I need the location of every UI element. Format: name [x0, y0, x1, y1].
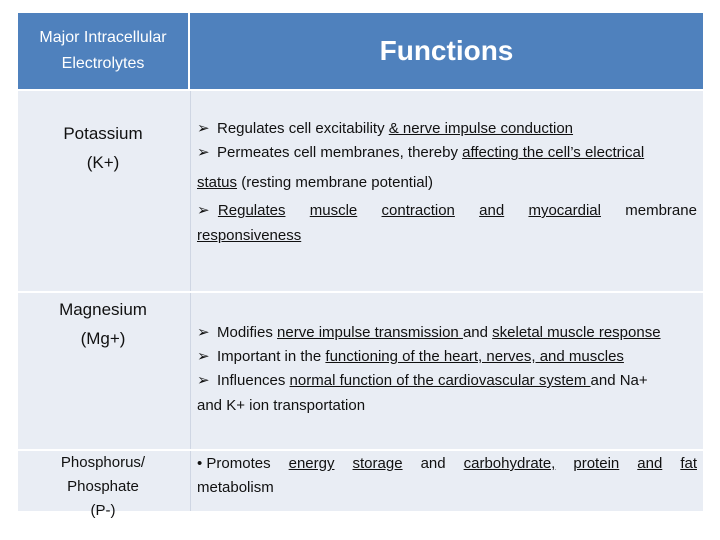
text: metabolism — [197, 479, 274, 496]
function-line — [197, 371, 648, 391]
text: Permeates cell membranes, thereby — [217, 144, 463, 161]
text-underlined: Regulates — [217, 202, 286, 219]
text-underlined: functioning of the heart, nerves, and muscles — [325, 348, 624, 365]
text-underlined: carbohydrate, — [463, 455, 556, 472]
text: • Promotes — [197, 455, 271, 472]
electrolyte-name: Potassium — [63, 124, 143, 143]
text: Modifies — [217, 324, 278, 341]
text-underlined: skeletal muscle response — [492, 324, 661, 341]
header-functions-label: Functions — [379, 35, 514, 66]
table-row-magnesium — [18, 293, 703, 449]
function-line — [197, 347, 624, 367]
word-group — [197, 201, 285, 221]
function-line — [197, 454, 697, 474]
header-functions — [190, 13, 703, 89]
electrolyte-symbol: (Mg+) — [80, 329, 126, 348]
function-line — [197, 396, 365, 416]
text-underlined: responsiveness — [197, 227, 302, 244]
electrolyte-cell — [18, 293, 188, 449]
electrolyte-symbol: (K+) — [86, 153, 120, 172]
text-underlined: fat — [680, 455, 697, 472]
electrolyte-name-alt: Phosphate — [67, 478, 139, 495]
electrolyte-name: Phosphorus/ — [60, 454, 146, 471]
arrow-bullet-icon: ➢ — [197, 120, 210, 137]
arrow-bullet-icon: ➢ — [197, 324, 210, 341]
electrolyte-cell — [18, 451, 188, 519]
electrolyte-name: Magnesium — [59, 300, 147, 319]
functions-cell — [190, 451, 704, 511]
table-row-potassium — [18, 91, 703, 291]
text-underlined: nerve impulse transmission — [277, 324, 463, 341]
text: and K+ ion transportation — [197, 397, 366, 414]
function-line — [197, 478, 274, 498]
text-underlined: and — [479, 202, 505, 219]
text: Regulates cell excitability — [217, 120, 389, 137]
electrolyte-cell — [18, 91, 188, 291]
text: and — [462, 324, 493, 341]
functions-cell — [190, 293, 704, 449]
function-line — [197, 173, 433, 193]
text-underlined: protein — [573, 455, 620, 472]
text-underlined: affecting the cell’s electrical — [462, 144, 645, 161]
function-line — [197, 143, 644, 163]
function-line — [197, 323, 661, 343]
arrow-bullet-icon: ➢ — [197, 372, 210, 389]
text-underlined: energy — [288, 455, 335, 472]
text: and — [420, 455, 446, 472]
text-underlined: status — [197, 174, 238, 191]
electrolyte-symbol: (P-) — [90, 502, 116, 519]
arrow-bullet-icon: ➢ — [197, 348, 210, 365]
text: Important in the — [217, 348, 326, 365]
functions-cell — [190, 91, 704, 291]
electrolyte-table — [18, 13, 703, 519]
text: Influences — [217, 372, 290, 389]
text-underlined: muscle — [309, 202, 358, 219]
function-line — [197, 226, 301, 246]
function-line — [197, 201, 697, 221]
arrow-bullet-icon: ➢ — [197, 202, 210, 219]
function-line — [197, 119, 573, 139]
text-underlined: contraction — [381, 202, 455, 219]
text: membrane — [625, 202, 697, 219]
header-electrolytes-label: Major Intracellular Electrolytes — [39, 29, 167, 72]
text: and Na+ — [590, 372, 648, 389]
text-underlined: storage — [352, 455, 403, 472]
table-row-phosphorus — [18, 451, 703, 519]
arrow-bullet-icon: ➢ — [197, 144, 210, 161]
text-underlined: normal function of the cardiovascular system — [289, 372, 591, 389]
text-underlined: myocardial — [528, 202, 601, 219]
header-electrolytes — [18, 13, 188, 89]
text-underlined: and — [637, 455, 663, 472]
text: (resting membrane potential) — [237, 174, 433, 191]
text-underlined: & nerve impulse conduction — [388, 120, 574, 137]
